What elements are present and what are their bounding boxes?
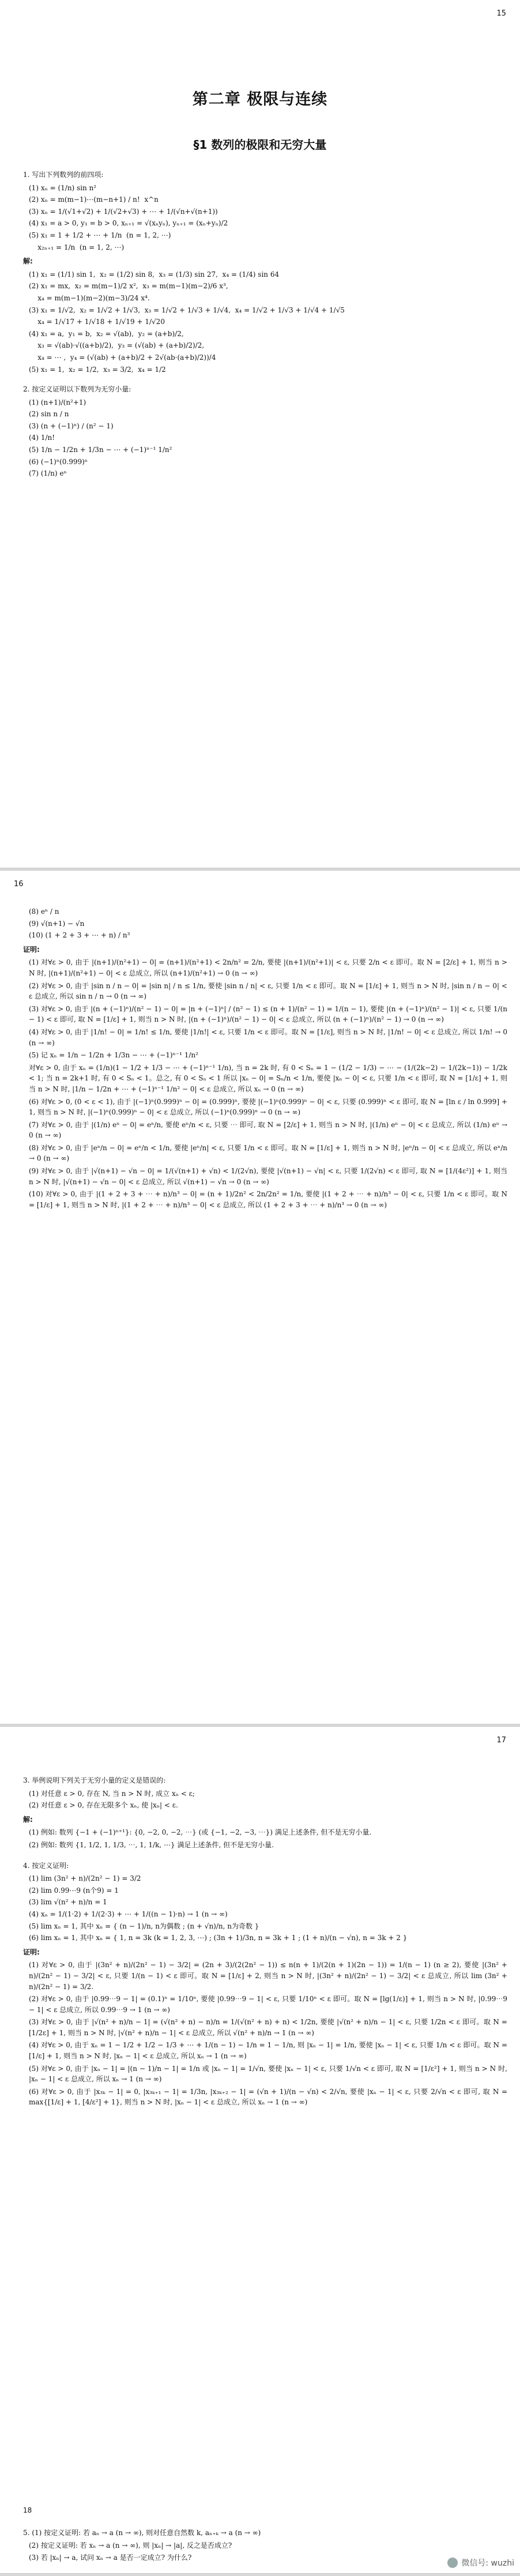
page-number: 15 xyxy=(496,9,506,18)
question-4-item: (5) lim xₙ = 1, 其中 xₙ = { (n − 1)/n, n为偶数 ; (n + √n)/n, n为奇数 } xyxy=(29,1922,259,1930)
question-4-label: 4. 按定义证明: xyxy=(23,1861,69,1870)
answer-item: (4) x₁ = a, y₁ = b, x₂ = √(ab), y₂ = (a+b)/2, xyxy=(29,329,184,338)
question-4-item: (3) lim √(n² + n)/n = 1 xyxy=(29,1898,107,1907)
page-body xyxy=(23,905,507,1212)
question-2-item: (7) (1/n) eⁿ xyxy=(29,469,67,478)
question-2-item: (4) 1/n! xyxy=(29,434,55,442)
proof-paragraph: (2) 对∀ε > 0, 由于 |0.99⋯9 − 1| = (0.1)ⁿ = 1/10ⁿ, 要使 |0.99⋯9 − 1| < ε, 只要 1/10ⁿ < ε 即可。取 N = [lg(1/ε)] + 1, 则当 n > N 时, |0.99⋯9 − 1| < ε 总成立, 所以 0.99⋯9 → 1 (n → ∞) xyxy=(29,1995,507,2014)
proof-paragraph: (5) 记 xₙ = 1/n − 1/2n + 1/3n − ⋯ + (−1)ⁿ⁻¹ 1/n² xyxy=(29,1051,198,1060)
proof-paragraph: (6) 对∀ε > 0, 由于 |x₃ₖ − 1| = 0, |x₃ₖ₊₁ − 1| = 1/3n, |x₃ₖ₊₂ − 1| = (√n + 1)/(n − √n) < 2/√n, 要使 |xₙ − 1| < ε, 只要 2/√n < ε 即可, 取 N = max{[1/ε] + 1, [4/ε²] + 1}, 则当 n > N 时, |xₙ − 1| < ε 总成立, 所以 xₙ → 1 (n → ∞) xyxy=(29,2087,507,2107)
proof-paragraph: (5) 对∀ε > 0, 由于 |xₙ − 1| = |(n − 1)/n − 1| = 1/n 或 |xₙ − 1| = 1/√n, 要使 |xₙ − 1| < ε, 只要 1/√n < ε 即可, 取 N = [1/ε²] + 1, 则当 n > N 时, |xₙ − 1| < ε 总成立, 所以 xₙ → 1 (n → ∞) xyxy=(29,2064,507,2084)
page-16 xyxy=(0,871,520,1724)
answer-label: 解: xyxy=(23,1815,33,1824)
question-2-item: (3) (n + (−1)ⁿ) / (n² − 1) xyxy=(29,421,114,430)
question-5-item: (3) 若 |xₙ| → a, 试问 xₙ → a 是否一定成立? 为什么? xyxy=(29,2553,192,2562)
question-5-item: (2) 按定义证明: 若 xₙ → a (n → ∞), 则 |xₙ| → |a|, 反之是否成立? xyxy=(29,2541,232,2550)
proof-paragraph: (2) 对∀ε > 0, 由于 |sin n / n − 0| = |sin n| / n ≤ 1/n, 要使 |sin n / n| < ε, 只要 1/n < ε 即可。取 N = [1/ε] + 1, 则当 n > N 时, |sin n / n − 0| < ε 总成立, 所以 sin n / n → 0 (n → ∞) xyxy=(29,981,507,1001)
watermark-text: 微信号: wuzhi xyxy=(461,2559,514,2568)
page-18-fragment xyxy=(23,2505,507,2564)
proof-paragraph: (10) 对∀ε > 0, 由于 |(1 + 2 + 3 + ⋯ + n)/n³ − 0| = (n + 1)/2n² < 2n/2n² = 1/n, 要使 |(1 + 2 + ⋯ + n)/n³ − 0| < ε, 只要 1/n < ε 即可。取 N = [1/ε] + 1, 则当 n > N 时, |(1 + 2 + ⋯ + n)/n³ − 0| < ε 总成立, 所以 (1 + 2 + 3 + ⋯ + n)/n³ → 0 (n → ∞) xyxy=(29,1190,507,1209)
chapter-title: 第二章 极限与连续 xyxy=(192,91,328,108)
page-number: 17 xyxy=(496,1736,506,1745)
proof-paragraph: 对∀ε > 0, 由于 xₙ = (1/n)(1 − 1/2 + 1/3 − ⋯ + (−1)ⁿ⁻¹ 1/n), 当 n = 2k 时, 有 0 < Sₙ = 1 − (1/2 − 1/3) − ⋯ − (1/(2k−2) − 1/(2k−1)) − 1/2k < 1; 当 n = 2k+1 时, 有 0 < Sₙ < 1。总之, 有 0 < Sₙ < 1 所以 |xₙ − 0| = Sₙ/n < 1/n, 要使 |xₙ − 0| < ε, 只要 1/n < ε 即可, 取 N = [1/ε] + 1, 则当 n > N 时, |1/n − 1/2n + ⋯ + (−1)ⁿ⁻¹ 1/n² − 0| < ε 总成立, 所以 xₙ → 0 (n → ∞) xyxy=(29,1063,507,1093)
answer-item: x₃ = √(ab)·√((a+b)/2), y₃ = (√(ab) + (a+b)/2)/2, xyxy=(29,341,205,350)
page-body xyxy=(23,1773,507,2110)
page-body xyxy=(23,167,507,480)
question-3-label: 3. 举例说明下列关于无穷小量的定义是错误的: xyxy=(23,1776,166,1784)
question-2-item: (1) (n+1)/(n²+1) xyxy=(29,398,86,406)
watermark xyxy=(447,2557,514,2569)
proof-paragraph: (6) 对∀ε > 0, (0 < ε < 1), 由于 |(−1)ⁿ(0.999)ⁿ − 0| = (0.999)ⁿ, 要使 |(−1)ⁿ(0.999)ⁿ − 0| < ε, 只要 (0.999)ⁿ < ε 即可, 取 N = [ln ε / ln 0.999] + 1, 则当 n > N 时, |(−1)ⁿ(0.999)ⁿ − 0| < ε 总成立, 所以 (−1)ⁿ(0.999)ⁿ → 0 (n → ∞) xyxy=(29,1097,507,1117)
page-17 xyxy=(0,1727,520,2573)
question-1-item: x₂ₙ₊₁ = 1/n (n = 1, 2, ⋯) xyxy=(29,243,125,251)
question-2-item: (6) (−1)ⁿ(0.999)ⁿ xyxy=(29,457,88,466)
page-number: 16 xyxy=(14,880,24,888)
question-2-label: 2. 按定义证明以下数列为无穷小量: xyxy=(23,385,131,394)
proof-paragraph: (9) 对∀ε > 0, 由于 |√(n+1) − √n − 0| = 1/(√(n+1) + √n) < 1/(2√n), 要使 |√(n+1) − √n| < ε, 只要 1/(2√n) < ε 即可, 取 N = [1/(4ε²)] + 1, 则当 n > N 时, |√(n+1) − √n − 0| < ε 总成立, 所以 √(n+1) − √n → 0 (n → ∞) xyxy=(29,1167,507,1186)
proof-paragraph: (8) 对∀ε > 0, 由于 |eⁿ/n − 0| = eⁿ/n < 1/n, 要使 |eⁿ/n| < ε, 只要 1/n < ε 即可。取 N = [1/ε] + 1, 则当 n > N 时, |eⁿ/n − 0| < ε 总成立, 所以 eⁿ/n → 0 (n → ∞) xyxy=(29,1143,507,1163)
question-1-item: (1) xₙ = (1/n) sin n² xyxy=(29,183,97,192)
question-4-item: (2) lim 0.99⋯9 (n个9) = 1 xyxy=(29,1886,119,1895)
proof-label: 证明: xyxy=(23,1948,40,1956)
question-1-item: (5) x₁ = 1 + 1/2 + ⋯ + 1/n (n = 1, 2, ⋯) xyxy=(29,231,171,239)
proof-paragraph: (7) 对∀ε > 0, 由于 |(1/n) eⁿ − 0| = eⁿ/n, 要使 eⁿ/n < ε, 只要 ⋯ 即可, 取 N = [2/ε] + 1, 则当 n > N 时, |(1/n) eⁿ − 0| < ε 总成立, 所以 (1/n) eⁿ → 0 (n → ∞) xyxy=(29,1120,507,1140)
answer-item: x₄ = m(m−1)(m−2)(m−3)/24 x⁴. xyxy=(29,293,150,302)
answer-label: 解: xyxy=(23,257,33,266)
page-number: 18 xyxy=(23,2506,32,2514)
question-1-item: (2) xₙ = m(m−1)⋯(m−n+1) / n! x^n xyxy=(29,195,159,204)
answer-item: (1) 例如: 数列 {−1 + (−1)ⁿ⁺¹}: {0, −2, 0, −2, ⋯} (或 {−1, −2, −3, ⋯}) 满足上述条件, 但不是无穷小量. xyxy=(29,1828,372,1837)
question-1-item: (4) x₁ = a > 0, y₁ = b > 0, xₙ₊₁ = √(xₙyₙ), yₙ₊₁ = (xₙ+yₙ)/2 xyxy=(29,219,228,228)
proof-paragraph: (4) 对∀ε > 0, 由于 xₙ = 1 − 1/2 + 1/2 − 1/3 + ⋯ + 1/(n − 1) − 1/n = 1 − 1/n, 则 |xₙ − 1| = 1/n, 要使 |xₙ − 1| < ε, 只要 1/n < ε 即可。取 N = [1/ε] + 1, 则当 n > N 时, |xₙ − 1| < ε 总成立, 所以 xₙ → 1 (n → ∞) xyxy=(29,2041,507,2061)
answer-item: (2) x₁ = mx, x₂ = m(m−1)/2 x², x₃ = m(m−1)(m−2)/6 x³, xyxy=(29,282,228,291)
proof-paragraph: (1) 对∀ε > 0, 由于 |(n+1)/(n²+1) − 0| = (n+1)/(n²+1) < 2n/n² = 2/n, 要使 |(n+1)/(n²+1)| < ε, 只要 2/n < ε 即可。取 N = [2/ε] + 1, 则当 n > N 时, |(n+1)/(n²+1) − 0| < ε 总成立, 所以 (n+1)/(n²+1) → 0 (n → ∞) xyxy=(29,958,507,977)
section-title: §1 数列的极限和无穷大量 xyxy=(193,138,327,152)
question-3-item: (2) 对任意 ε > 0, 存在无限多个 xₙ, 使 |xₙ| < ε. xyxy=(29,1801,178,1810)
answer-item: (5) x₁ = 1, x₂ = 1/2, x₃ = 3/2, x₄ = 1/2 xyxy=(29,365,166,374)
answer-item: x₄ = 1/√17 + 1/√18 + 1/√19 + 1/√20 xyxy=(29,318,165,326)
answer-item: (1) x₁ = (1/1) sin 1, x₂ = (1/2) sin 8, x₃ = (1/3) sin 27, x₄ = (1/4) sin 64 xyxy=(29,270,280,278)
question-1-item: (3) xₙ = 1/(√1+√2) + 1/(√2+√3) + ⋯ + 1/(√n+√(n+1)) xyxy=(29,207,218,216)
proof-label: 证明: xyxy=(23,945,40,954)
question-5-label: 5. (1) 按定义证明: 若 aₙ → a (n → ∞), 则对任意自然数 k, aₙ₊ₖ → a (n → ∞) xyxy=(23,2528,261,2537)
question-2-item: (9) √(n+1) − √n xyxy=(29,919,85,928)
question-4-item: (6) lim xₙ = 1, 其中 xₙ = { 1, n = 3k (k = 1, 2, 3, ⋯) ; (3n + 1)/3n, n = 3k + 1 ; (1 + n)/(n − √n), n = 3k + 2 } xyxy=(29,1934,408,1942)
question-4-item: (1) lim (3n² + n)/(2n² − 1) = 3/2 xyxy=(29,1874,141,1883)
question-4-item: (4) xₙ = 1/(1·2) + 1/(2·3) + ⋯ + 1/((n − 1)·n) → 1 (n → ∞) xyxy=(29,1910,228,1918)
proof-paragraph: (3) 对∀ε > 0, 由于 |(n + (−1)ⁿ)/(n² − 1) − 0| = |n + (−1)ⁿ| / (n² − 1) ≤ (n + 1)/(n² − 1) = 1/(n − 1), 要使 |(n + (−1)ⁿ)/(n² − 1)| < ε, 只要 1/(n − 1) < ε 即可, 取 N = [1/ε] + 1, 则当 n > N 时, |(n + (−1)ⁿ)/(n² − 1) − 0| < ε 总成立, 所以 (n + (−1)ⁿ)/(n² − 1) → 0 (n → ∞) xyxy=(29,1004,507,1024)
question-3-item: (1) 对任意 ε > 0, 存在 N, 当 n > N 时, 成立 xₙ < ε; xyxy=(29,1789,195,1798)
question-2-item: (5) 1/n − 1/2n + 1/3n − ⋯ + (−1)ⁿ⁻¹ 1/n² xyxy=(29,446,172,454)
answer-item: x₄ = ⋯ , y₄ = (√(ab) + (a+b)/2 + 2√(ab·(a+b)/2))/4 xyxy=(29,353,216,361)
proof-paragraph: (1) 对∀ε > 0, 由于 |(3n² + n)/(2n² − 1) − 3/2| = (2n + 3)/(2(2n² − 1)) ≤ n(n + 1)/(2(n + 1)(2n − 1)) = 1/(n − 1) (n ≥ 2), 要使 |(3n² + n)/(2n² − 1) − 3/2| < ε, 只要 1/(n − 1) < ε 即可。取 N = [1/ε] + 2, 则当 n > N 时, |(3n² + n)/(2n² − 1) − 3/2| < ε 总成立, 所以 lim (3n² + n)/(2n² − 1) = 3/2. xyxy=(29,1961,507,1991)
proof-paragraph: (3) 对∀ε > 0, 由于 |√(n² + n)/n − 1| = (√(n² + n) − n)/n = 1/(√(n² + n) + n) < 1/2n, 要使 |√(n² + n)/n − 1| < ε, 只要 1/2n < ε 即可。取 N = [1/2ε] + 1, 则当 n > N 时, |√(n² + n)/n − 1| < ε 总成立, 所以 √(n² + n)/n → 1 (n → ∞) xyxy=(29,2018,507,2037)
proof-paragraph: (4) 对∀ε > 0, 由于 |1/n! − 0| = 1/n! ≤ 1/n, 要使 |1/n!| < ε, 只要 1/n < ε 即可。取 N = [1/ε], 则当 n > N 时, |1/n! − 0| < ε 总成立, 所以 1/n! → 0 (n → ∞) xyxy=(29,1027,507,1047)
question-2-item: (2) sin n / n xyxy=(29,410,69,419)
wechat-logo-icon xyxy=(447,2558,458,2568)
question-2-item: (8) eⁿ / n xyxy=(29,907,59,916)
answer-item: (3) x₁ = 1/√2, x₂ = 1/√2 + 1/√3, x₃ = 1/√2 + 1/√3 + 1/√4, x₄ = 1/√2 + 1/√3 + 1/√4 + 1/√5 xyxy=(29,306,345,314)
page-15 xyxy=(0,0,520,868)
answer-item: (2) 例如: 数列 {1, 1/2, 1, 1/3, ⋯, 1, 1/k, ⋯} 满足上述条件, 但不是无穷小量. xyxy=(29,1840,274,1849)
question-2-item: (10) (1 + 2 + 3 + ⋯ + n) / n³ xyxy=(29,931,130,940)
question-1-label: 1. 写出下列数列的前四项: xyxy=(23,171,104,179)
